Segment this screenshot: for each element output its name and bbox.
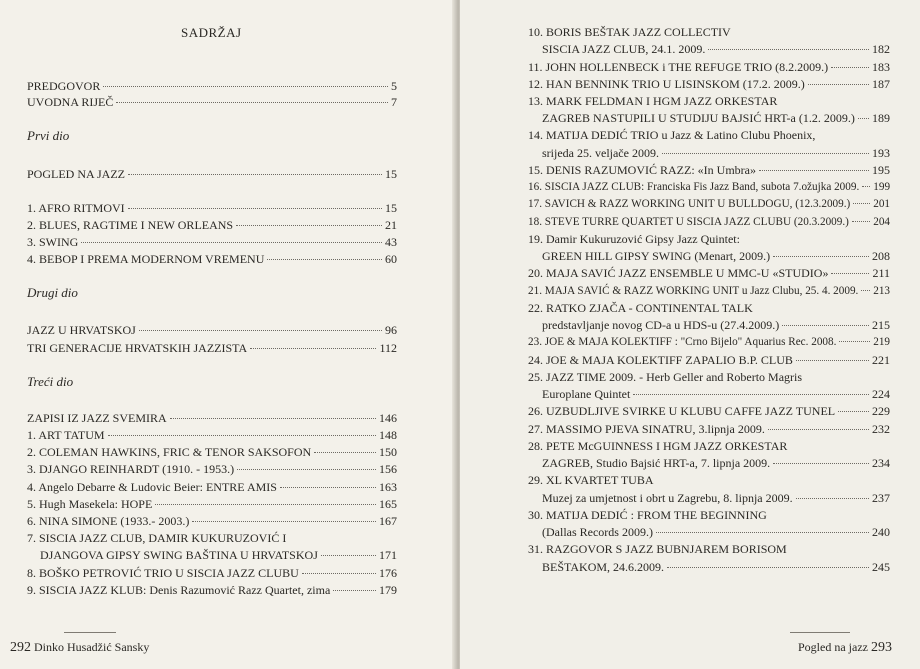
- toc-entry: GREEN HILL GIPSY SWING (Menart, 2009.) 208: [542, 249, 890, 263]
- toc-entry: 18. STEVE TURRE QUARTET U SISCIA JAZZ CLUBU (20.3.2009.) 204: [528, 216, 890, 228]
- toc-entry: 15. DENIS RAZUMOVIĆ RAZZ: «In Umbra» 195: [528, 163, 890, 177]
- toc-entry: 2. BLUES, RAGTIME I NEW ORLEANS 21: [27, 218, 397, 232]
- toc-entry: POGLED NA JAZZ 15: [27, 167, 397, 181]
- toc-entry: BEŠTAKOM, 24.6.2009. 245: [542, 560, 890, 574]
- toc-entry: 3. DJANGO REINHARDT (1910. - 1953.) 156: [27, 462, 397, 476]
- toc-entry: Europlane Quintet 224: [542, 387, 890, 401]
- toc-entry: 21. MAJA SAVIĆ & RAZZ WORKING UNIT u Jazz Clubu, 25. 4. 2009. 213: [528, 285, 890, 297]
- toc-entry: 26. UZBUDLJIVE SVIRKE U KLUBU CAFFE JAZZ TUNEL 229: [528, 404, 890, 418]
- toc-entry: 19. Damir Kukuruzović Gipsy Jazz Quintet:: [528, 232, 740, 246]
- page-number: 293: [870, 640, 892, 655]
- footer-rule: [64, 632, 116, 633]
- toc-entry: 11. JOHN HOLLENBECK i THE REFUGE TRIO (8.2.2009.) 183: [528, 60, 890, 74]
- book-title: Pogled na jazz: [798, 640, 868, 654]
- toc-entry: 9. SISCIA JAZZ KLUB: Denis Razumović Razz Quartet, zima 179: [27, 583, 397, 597]
- right-footer: [798, 640, 892, 656]
- toc-entry: ZAGREB, Studio Bajsić HRT-a, 7. lipnja 2009. 234: [542, 456, 890, 470]
- toc-title: SADRŽAJ: [181, 25, 242, 40]
- toc-entry: ZAGREB NASTUPILI U STUDIJU BAJSIĆ HRT-a (1.2. 2009.) 189: [542, 111, 890, 125]
- toc-entry: 12. HAN BENNINK TRIO U LISINSKOM (17.2. 2009.) 187: [528, 77, 890, 91]
- toc-entry: DJANGOVA GIPSY SWING BAŠTINA U HRVATSKOJ 171: [40, 548, 397, 562]
- toc-entry: (Dallas Records 2009.) 240: [542, 525, 890, 539]
- toc-entry: 22. RATKO ZJAČA - CONTINENTAL TALK: [528, 301, 753, 315]
- toc-entry: 20. MAJA SAVIĆ JAZZ ENSEMBLE U MMC-U «STUDIO» 211: [528, 266, 890, 280]
- page-number: 292: [10, 640, 31, 655]
- toc-entry: 8. BOŠKO PETROVIĆ TRIO U SISCIA JAZZ CLUBU 176: [27, 566, 397, 580]
- toc-entry: 27. MASSIMO PJEVA SINATRU, 3.lipnja 2009. 232: [528, 422, 890, 436]
- section-heading-part1: Prvi dio: [27, 128, 70, 143]
- author-name: Dinko Husadžić Sansky: [34, 640, 150, 654]
- toc-entry: 17. SAVICH & RAZZ WORKING UNIT U BULLDOGU, (12.3.2009.) 201: [528, 198, 890, 210]
- section-heading-part2: Drugi dio: [27, 285, 78, 300]
- toc-entry: 29. XL KVARTET TUBA: [528, 473, 654, 487]
- toc-entry: UVODNA RIJEČ 7: [27, 95, 397, 109]
- toc-entry: 28. PETE McGUINNESS I HGM JAZZ ORKESTAR: [528, 439, 788, 453]
- toc-entry: 16. SISCIA JAZZ CLUB: Franciska Fis Jazz Band, subota 7.ožujka 2009. 199: [528, 181, 891, 193]
- footer-rule: [790, 632, 850, 633]
- toc-entry: predstavljanje novog CD-a u HDS-u (27.4.2009.) 215: [542, 318, 890, 332]
- toc-entry: 23. JOE & MAJA KOLEKTIFF : "Crno Bijelo" Aquarius Rec. 2008. 219: [528, 336, 890, 348]
- toc-entry: SISCIA JAZZ CLUB, 24.1. 2009. 182: [542, 42, 890, 56]
- section-heading-part3: Treći dio: [27, 374, 74, 389]
- toc-entry: 3. SWING 43: [27, 235, 397, 249]
- toc-entry: 1. ART TATUM 148: [27, 428, 397, 442]
- toc-entry: 24. JOE & MAJA KOLEKTIFF ZAPALIO B.P. CLUB 221: [528, 353, 890, 367]
- toc-entry: 30. MATIJA DEDIĆ : FROM THE BEGINNING: [528, 508, 767, 522]
- toc-entry: Muzej za umjetnost i obrt u Zagrebu, 8. lipnja 2009. 237: [542, 491, 890, 505]
- toc-entry: 25. JAZZ TIME 2009. - Herb Geller and Roberto Magris: [528, 370, 803, 384]
- toc-entry: 7. SISCIA JAZZ CLUB, DAMIR KUKURUZOVIĆ I: [27, 531, 287, 545]
- right-page: [460, 0, 920, 669]
- toc-entry: 4. BEBOP I PREMA MODERNOM VREMENU 60: [27, 252, 397, 266]
- toc-entry: 31. RAZGOVOR S JAZZ BUBNJAREM BORISOM: [528, 542, 787, 556]
- toc-entry: 14. MATIJA DEDIĆ TRIO u Jazz & Latino Clubu Phoenix,: [528, 128, 816, 142]
- toc-entry: JAZZ U HRVATSKOJ 96: [27, 323, 397, 337]
- left-page: [0, 0, 458, 669]
- toc-entry: 13. MARK FELDMAN I HGM JAZZ ORKESTAR: [528, 94, 778, 108]
- toc-entry: 2. COLEMAN HAWKINS, FRIC & TENOR SAKSOFON 150: [27, 445, 397, 459]
- toc-entry: 10. BORIS BEŠTAK JAZZ COLLECTIV: [528, 25, 731, 39]
- toc-entry: 6. NINA SIMONE (1933.- 2003.) 167: [27, 514, 397, 528]
- left-footer: [10, 640, 149, 656]
- toc-entry: 1. AFRO RITMOVI 15: [27, 201, 397, 215]
- toc-entry: srijeda 25. veljače 2009. 193: [542, 146, 890, 160]
- toc-entry: ZAPISI IZ JAZZ SVEMIRA 146: [27, 411, 397, 425]
- toc-entry: 4. Angelo Debarre & Ludovic Beier: ENTRE AMIS 163: [27, 480, 397, 494]
- toc-entry: TRI GENERACIJE HRVATSKIH JAZZISTA 112: [27, 341, 397, 355]
- toc-entry: PREDGOVOR 5: [27, 79, 397, 93]
- toc-entry: 5. Hugh Masekela: HOPE 165: [27, 497, 397, 511]
